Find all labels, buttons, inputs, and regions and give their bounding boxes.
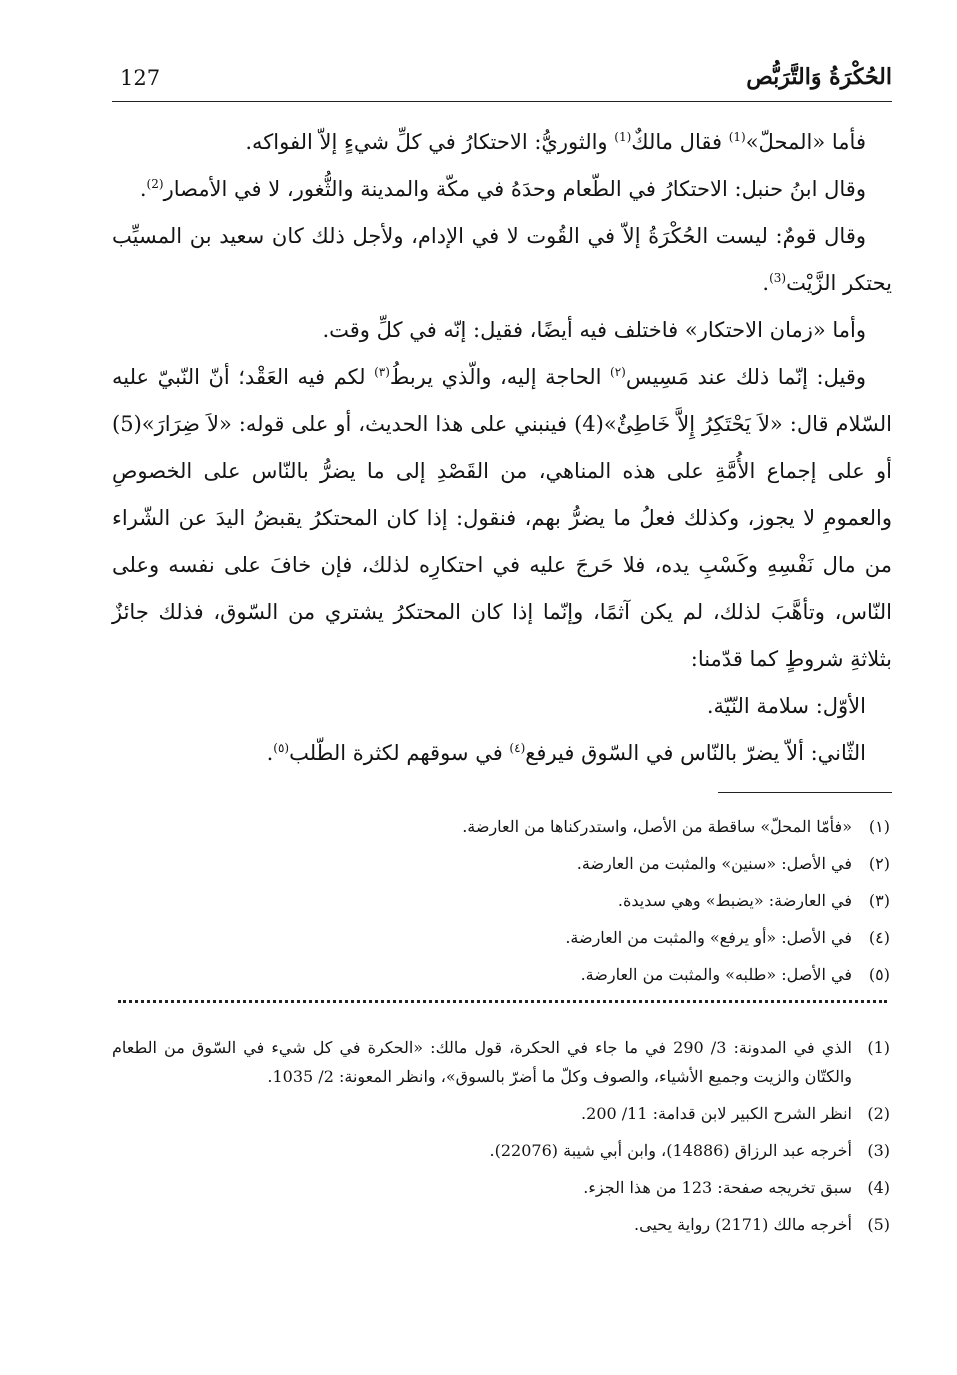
text-run: الأوّل: سلامة النّيّة. (706, 694, 866, 718)
footnote (112, 1033, 890, 1091)
footnote-text: في الأصل: «أو يرفع» والمثبت من العارضة. (565, 928, 852, 947)
list-item (112, 683, 892, 730)
text-run: الحاجة إليه، والّذي يربطُ (389, 365, 611, 389)
paragraph (112, 119, 892, 166)
footnote-text: أخرجه مالك (2171) رواية يحيى. (634, 1215, 852, 1234)
footnote-text: في الأصل: «سنين» والمثبت من العارضة. (576, 854, 852, 873)
footnote-text: في العارضة: «يضبط» وهي سديدة. (617, 891, 852, 910)
footnote-text: «فأمّا المحلّ» ساقطة من الأصل، واستدركناها من العارضة. (462, 817, 852, 836)
footnote-text: في الأصل: «طلبه» والمثبت من العارضة. (580, 965, 852, 984)
footnote-number: (4) (867, 1178, 890, 1197)
text-run: لكم فيه العَقْد؛ أنّ النّبيّ عليه السّلام قال: «لاَ يَحْتَكِرُ إِلاَّ خَاطِئٌ»(4) فينبني على هذا الحديث، أو على قوله: «لاَ ضِرَارَ»(5) أو على إجماع الأُمَّةِ على هذه المناهي، من القَصْدِ إلى ما يضرُّ بالنّاس على الخصوصِ والعمومِ لا يجوز، وكذلك فعلُ ما يضرُّ بهم، فنقول: إذا كان المحتكرُ يقبضُ اليدَ عن الشّراء من مال نَفْسِهِ وكَسْبِ يده، فلا حَرجَ عليه في احتكارِه لذلك، فإن خافَ على نفسه وعلى النّاس، وتأهَّبَ لذلك، لم يكن آثمًا، وإنّما إذا كان المحتكرُ يشتري من السّوق، فذلك جائزٌ بثلاثةِ شروطٍ كما قدّمنا: (112, 365, 892, 671)
text-run: في سوقهم لكثرة الطّلب (289, 741, 510, 765)
footnote-ref: (1) (728, 130, 746, 144)
list-item (112, 730, 892, 777)
page-number: 127 (120, 66, 161, 90)
footnote-text: الذي في المدونة: 3/ 290 في ما جاء في الحكرة، قول مالك: «الحكرة في كل شيء في السّوق من الطعام والكتّان والزيت وجميع الأشياء، والصوف وكلّ ما أضرّ بالسوق»، وانظر المعونة: 2/ 1035. (112, 1038, 853, 1086)
footnote-ref: (٥) (273, 741, 290, 755)
footnote-ref: (٤) (509, 741, 526, 755)
footnote (112, 1173, 890, 1202)
footnote-text: سبق تخريجه صفحة: 123 من هذا الجزء. (583, 1178, 852, 1197)
page-header (112, 60, 892, 100)
text-run: وقيل: إنّما ذلك عند مَسِيس (625, 365, 867, 389)
footnote-number: (٥) (868, 965, 890, 984)
text-run: فقال مالكٌ (631, 130, 729, 154)
footnote-ref: (1) (614, 130, 632, 144)
footnote-number: (2) (867, 1104, 890, 1123)
text-run: وقال قومٌ: ليست الحُكْرَةُ إلاّ في القُوت لا في الإدام، ولأجل ذلك كان سعيد بن المسيِّب يحتكر الزَّيْت (112, 224, 892, 295)
footnote-separator (718, 792, 892, 793)
footnote (112, 956, 890, 993)
text-run: . (266, 741, 274, 765)
source-footnotes (112, 1033, 890, 1247)
running-title: الحُكْرَةُ وَالتَّرَبُّص (746, 64, 892, 90)
paragraph (112, 166, 892, 213)
footnote-number: (٢) (868, 854, 890, 873)
footnote-ref: (٣) (374, 365, 390, 379)
paragraph (112, 307, 892, 354)
footnote-number: (3) (867, 1141, 890, 1160)
text-run: وقال ابنُ حنبل: الاحتكارُ في الطّعام وحدَهُ في مكّة والمدينة والثُّغور، لا في الأمصار (163, 177, 866, 201)
footnote (112, 808, 890, 845)
footnote-ref: (3) (769, 271, 787, 285)
text-run: وأما «زمان الاحتكار» فاختلف فيه أيضًا، فقيل: إنّه في كلِّ وقت. (322, 318, 866, 342)
paragraph (112, 213, 892, 307)
text-run: الثّاني: ألاّ يضرّ بالنّاس في السّوق فيرفع (525, 741, 866, 765)
footnote (112, 845, 890, 882)
dotted-separator (118, 1000, 887, 1013)
footnote-number: (٣) (868, 891, 890, 910)
footnote-ref: (2) (146, 177, 164, 191)
editor-footnotes (112, 808, 890, 993)
footnote-text: أخرجه عبد الرزاق (14886)، وابن أبي شيبة (22076). (489, 1141, 852, 1160)
footnote (112, 1136, 890, 1165)
paragraph (112, 354, 892, 683)
footnote (112, 1210, 890, 1239)
footnote-number: (١) (868, 817, 890, 836)
footnote-number: (٤) (868, 928, 890, 947)
text-run: . (139, 177, 147, 201)
header-rule (112, 101, 892, 102)
text-run: . (762, 271, 770, 295)
footnote-number: (1) (867, 1038, 890, 1057)
footnote-text: انظر الشرح الكبير لابن قدامة: 11/ 200. (581, 1104, 852, 1123)
footnote (112, 882, 890, 919)
footnote (112, 1099, 890, 1128)
footnote (112, 919, 890, 956)
text-run: والثوريُّ: الاحتكارُ في كلِّ شيءٍ إلاّ الفواكه. (245, 130, 615, 154)
text-run: فأما «المحلّ» (745, 130, 866, 154)
footnote-number: (5) (867, 1215, 890, 1234)
main-text (112, 119, 892, 777)
footnote-ref: (٢) (610, 365, 626, 379)
